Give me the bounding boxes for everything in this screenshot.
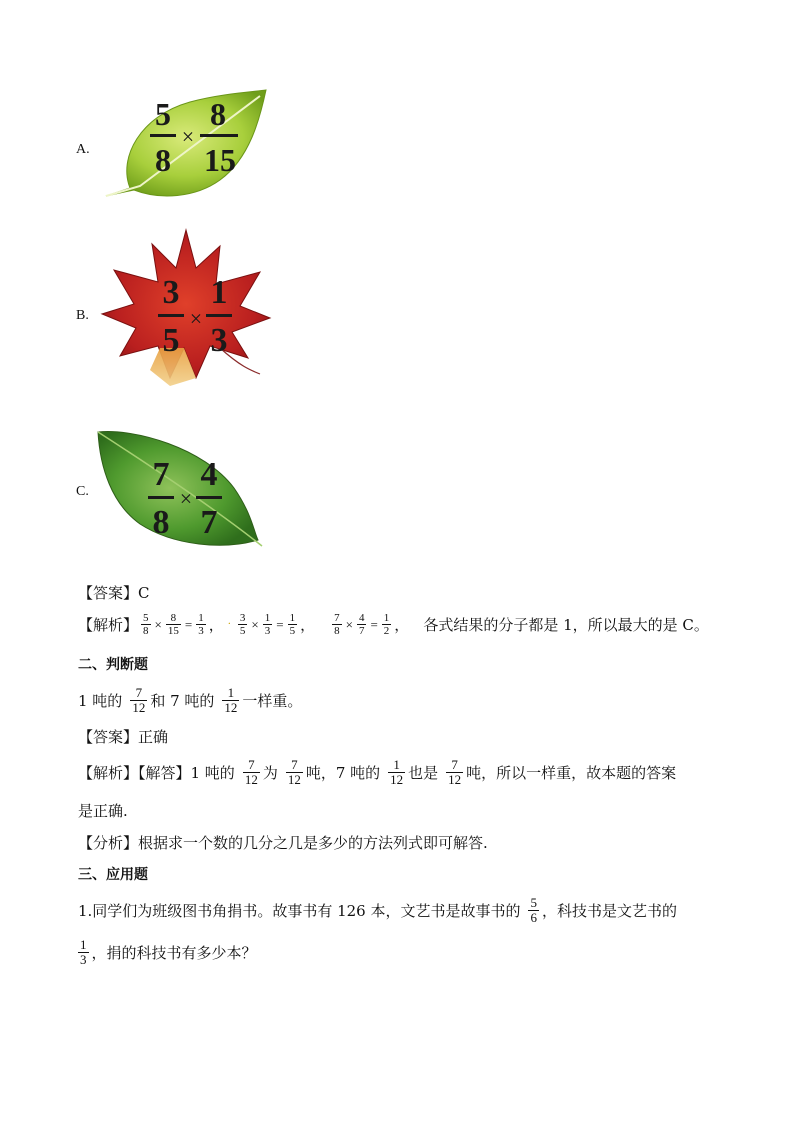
option-a-leaf[interactable] [100,88,270,203]
option-a-num1: 5 [155,96,171,132]
answer-value: C [138,583,150,602]
option-b-bar2 [206,314,232,317]
analysis-2-line2: 是正确. [78,802,128,820]
option-c-den2: 7 [200,504,218,541]
eq3-frac-a: $\frac{7}{8}$ [334,612,340,637]
option-c-bar1 [148,496,174,499]
section-2-heading: 二、判断题 [78,657,148,673]
answer-prefix: 【答案】 [78,728,139,746]
analysis-2: 【解析】【解答】1 吨的 $\frac{7}{12}$ 为 $\frac{7}{12}$ 吨，7 吨的 $\frac{1}{12}$ 也是 $\frac{7}{12}$ 吨，所以一样重，故本题的答案 [78,757,677,787]
option-b-num1: 3 [162,274,180,311]
question-3: 1.同学们为班级图书角捐书。故事书有 126 本，文艺书是故事书的 $\frac{5}{6}$ ，科技书是文艺书的 [78,895,677,925]
option-c-den1: 8 [152,504,170,541]
option-b-den2: 3 [210,322,228,359]
option-b-leaf[interactable] [100,228,272,390]
analysis-prefix: 【解析】 [78,616,139,634]
comma: ， [300,616,316,634]
option-c-label: C. [76,484,89,499]
eq1-frac-b: $\frac{8}{15}$ [167,612,179,637]
option-c-bar2 [196,496,222,499]
section-3-heading: 三、应用题 [78,867,148,883]
option-a-bar1 [150,134,176,137]
option-a-label: A. [76,142,90,157]
answer-prefix: 【答案】 [78,584,139,602]
option-b-bar1 [158,314,184,317]
answer-2 [78,726,168,747]
dot-icon: · [227,619,231,630]
answer-value: 正确 [138,728,169,746]
q2-frac-1: $\frac{7}{12}$ [132,685,146,715]
q2-frac-2: $\frac{1}{12}$ [224,685,238,715]
eq3-result: $\frac{1}{2}$ [383,612,390,637]
option-a-bar2 [200,134,238,137]
eq1-frac-a: $\frac{5}{8}$ [143,612,149,637]
eq2-result: $\frac{1}{5}$ [289,612,296,637]
option-b-num2: 1 [210,274,228,311]
times-icon: × [251,616,259,632]
q3-frac-2: $\frac{1}{3}$ [80,937,87,967]
answer-1 [78,582,150,603]
analysis-1 [78,612,709,637]
option-c-leaf[interactable] [94,428,266,550]
a2-frac-1: $\frac{7}{12}$ [244,757,258,787]
eq2-frac-b: $\frac{1}{3}$ [264,612,271,637]
eq3-frac-b: $\frac{4}{7}$ [358,612,365,637]
a2-frac-3: $\frac{1}{12}$ [390,757,404,787]
question-2: 1 吨的 $\frac{7}{12}$ 和 7 吨的 $\frac{1}{12}$ 一样重。 [78,685,303,715]
option-c-num2: 4 [200,456,218,493]
fenxi: 【分析】根据求一个数的几分之几是多少的方法列式即可解答. [78,834,488,852]
times-icon: × [189,306,203,331]
option-b-label: B. [76,308,89,323]
equals-sign: = [276,616,284,632]
option-a-den1: 8 [155,142,171,178]
question-3-line2: $\frac{1}{3}$ ，捐的科技书有多少本？ [80,937,257,967]
comma: ， [208,616,224,634]
eq2-frac-a: $\frac{3}{5}$ [239,612,246,637]
q3-frac-1: $\frac{5}{6}$ [530,895,537,925]
eq1-result: $\frac{1}{3}$ [198,612,204,637]
times-icon: × [181,124,195,149]
a2-frac-4: $\frac{7}{12}$ [448,757,462,787]
option-b-den1: 5 [162,322,180,359]
option-a-den2: 15 [204,142,236,178]
a2-frac-2: $\frac{7}{12}$ [287,757,301,787]
equals-sign: = [370,616,378,632]
times-icon: × [154,616,162,632]
equals-sign: = [184,616,193,632]
comma: ， [394,616,410,634]
option-c-num1: 7 [152,456,170,493]
option-a-num2: 8 [210,96,226,132]
analysis-tail: 各式结果的分子都是 1，所以最大的是 C。 [423,616,709,634]
times-icon: × [345,616,353,632]
times-icon: × [179,486,193,511]
